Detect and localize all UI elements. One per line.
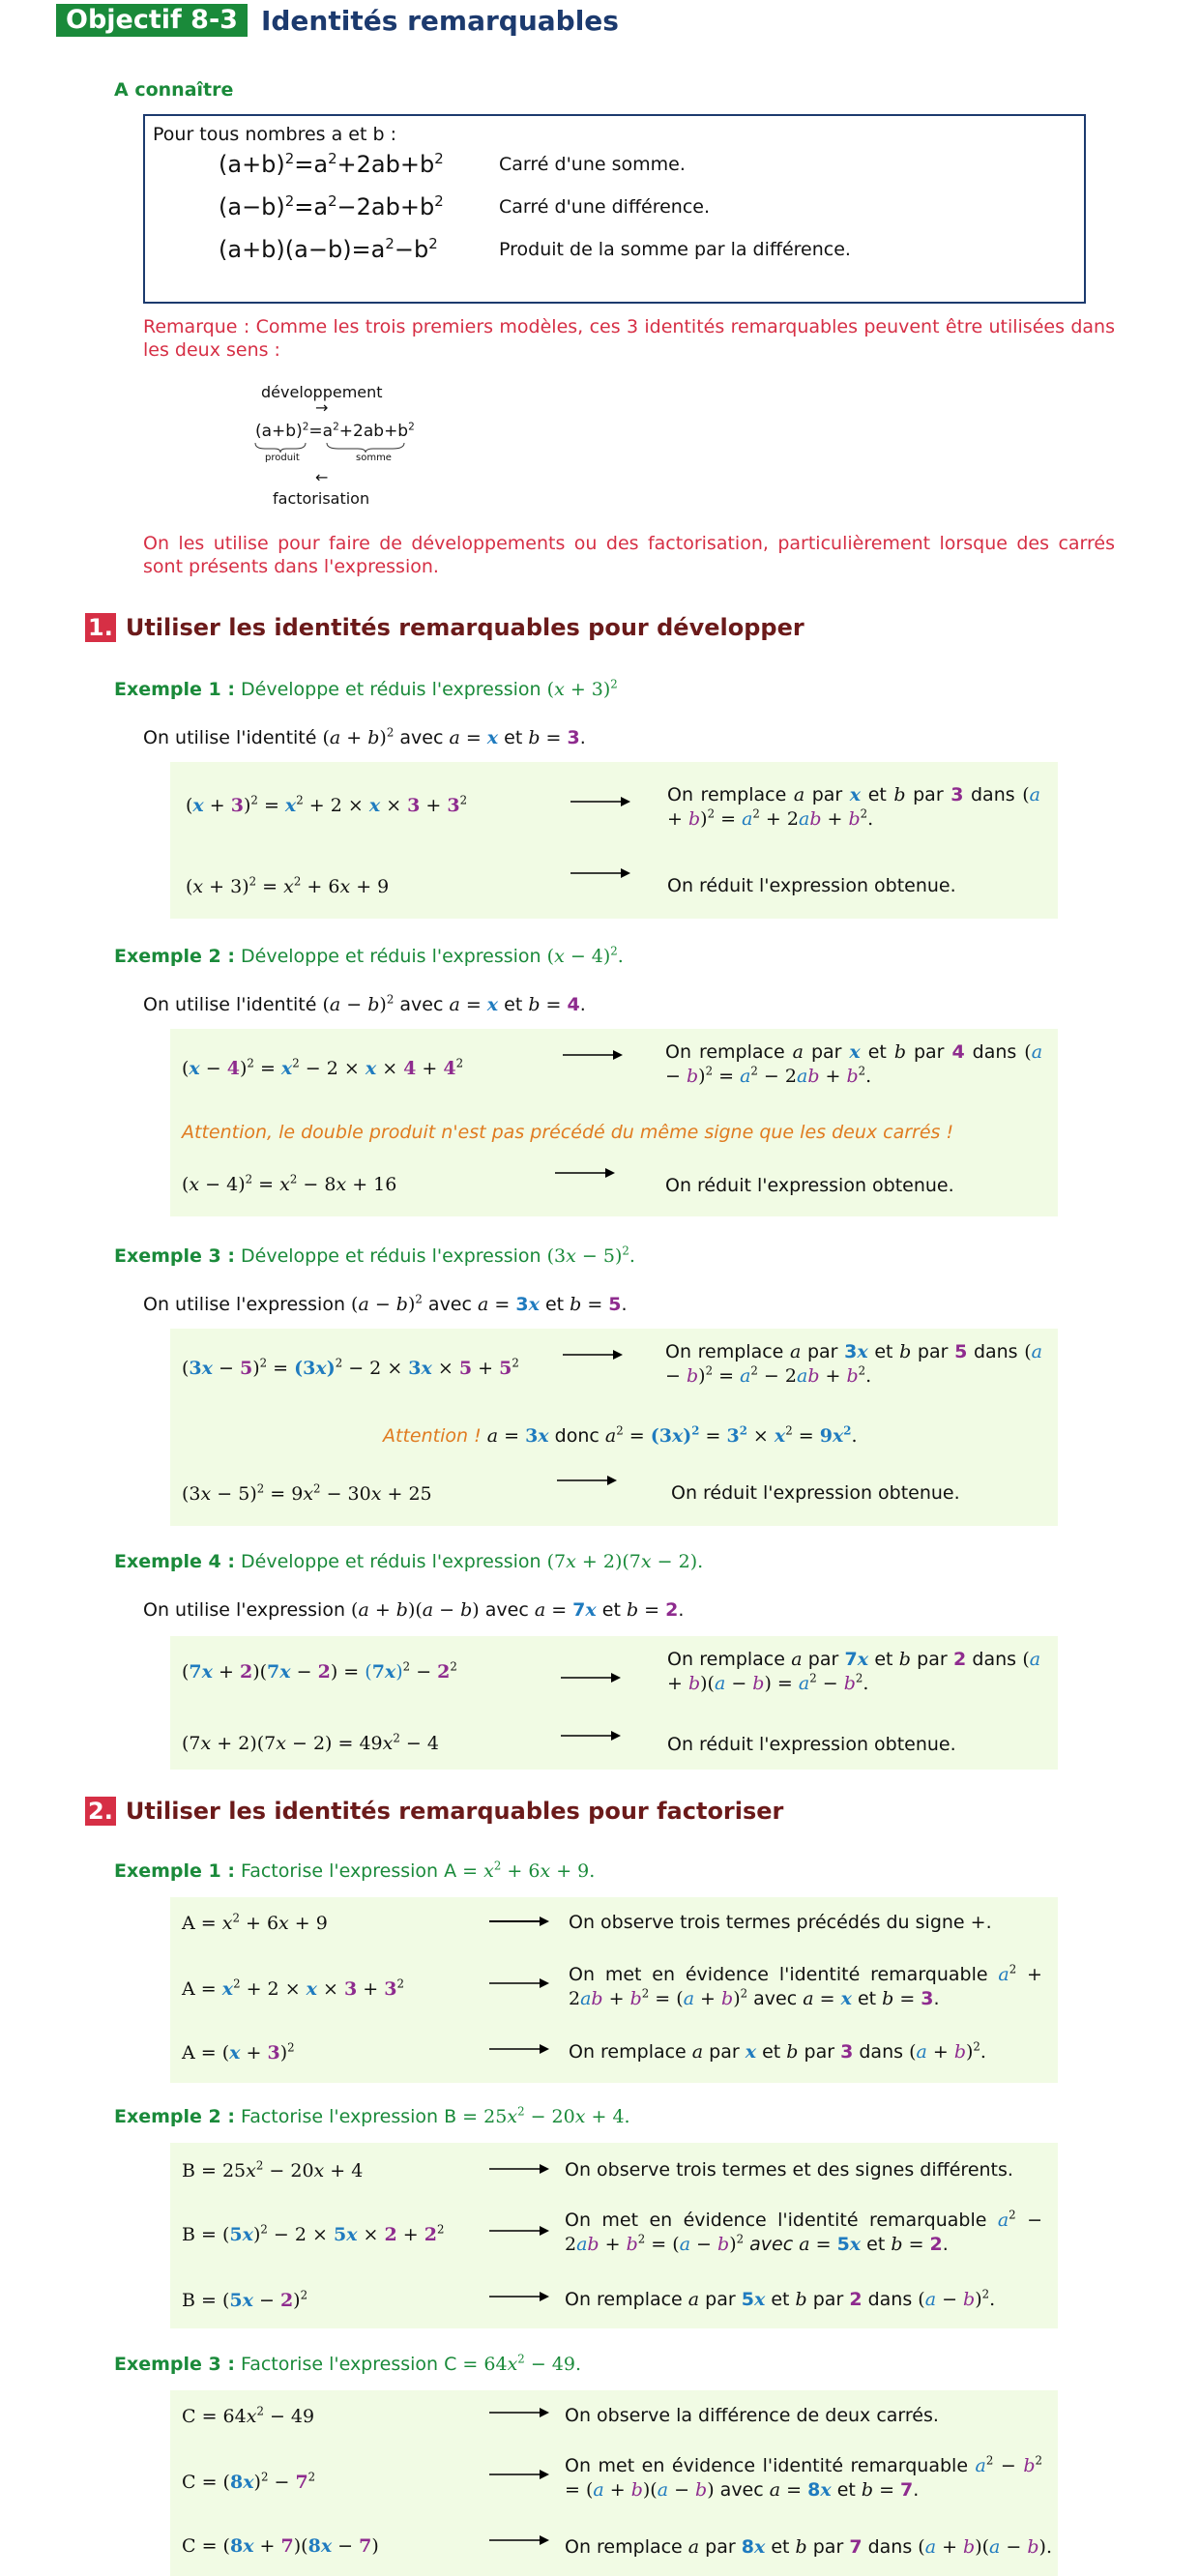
and-text: et <box>771 2536 790 2558</box>
example-expression: $(x + 3)^2$ <box>546 677 618 700</box>
arrow-right-icon <box>561 1671 621 1684</box>
section-heading: Utiliser les identités remarquables pour factoriser <box>125 1798 784 1825</box>
step-explanation: On réduit l'expression obtenue. <box>671 1482 960 1504</box>
arrow-right-icon: → <box>315 398 329 417</box>
section-2-title <box>85 1797 783 1826</box>
by-text: par <box>917 1341 949 1362</box>
dev-fact-diagram <box>253 379 447 514</box>
and-text: et <box>544 1294 565 1315</box>
objective-badge: Objectif 8-3 <box>56 4 248 37</box>
rule-row <box>219 236 851 263</box>
warning-text: Attention ! <box>383 1425 482 1447</box>
remark-two-directions: Remarque : Comme les trois premiers modèles, ces 3 identités remarquables peuvent être utilisées dans les deux sens : <box>143 316 1115 361</box>
and-text: et <box>504 727 523 748</box>
and-text: et <box>866 2234 886 2255</box>
step-result: $(3x - 5)^2 = 9x^2 - 30x + 25$ <box>182 1481 432 1505</box>
example-text: Factorise l'expression C = <box>241 2354 479 2375</box>
rule-description: Produit de la somme par la différence. <box>499 239 851 260</box>
replace-text: On remplace <box>665 1341 784 1362</box>
arrow-right-icon <box>489 2468 549 2481</box>
example-expression: $25x^2 - 20x + 4$. <box>483 2104 630 2127</box>
replace-text: On remplace <box>565 2536 683 2558</box>
example-heading <box>114 679 618 700</box>
in-text: dans <box>972 1041 1017 1063</box>
replace-text: On remplace <box>667 1649 785 1670</box>
replace-text: On remplace <box>565 2289 683 2310</box>
rule-description: Carré d'une somme. <box>499 154 686 175</box>
by-text: par <box>811 784 843 805</box>
arrow-right-icon <box>489 1976 549 1990</box>
with-text: avec <box>427 1294 472 1315</box>
section-number: 1. <box>85 613 116 642</box>
diagram-sum-label: somme <box>356 453 392 463</box>
by-text: par <box>913 1041 945 1063</box>
step-expression: $(7x + 2)(7x - 2) = (7x)^2 - 2^2$ <box>182 1659 457 1683</box>
arrow-right-icon <box>561 1729 621 1742</box>
and-text: et <box>771 2289 790 2310</box>
remark-usage: On les utilise pour faire de développements ou des factorisation, particulièrement lorsque des carrés sont présents dans l'expression. <box>143 533 1115 577</box>
rules-intro: Pour tous nombres a et b : <box>153 124 396 145</box>
highlight-text: On met en évidence l'identité remarquable <box>569 1964 988 1985</box>
arrow-right-icon <box>489 2162 549 2176</box>
example-expression: (7x + 2)(7x − 2). <box>546 1551 704 1572</box>
solution-panel <box>170 2143 1058 2328</box>
step-explanation: On remplace a par 5x et b par 2 dans $(a - b)^2$. <box>565 2287 996 2310</box>
example-heading <box>114 1860 595 1882</box>
step-result: $B = (5x - 2)^2$ <box>182 2288 308 2311</box>
solution-panel <box>170 1636 1058 1770</box>
rule-formula: $(a+b)^2=a^2+2ab+b^2$ <box>219 150 444 178</box>
step-expression: $(x + 3)^2 = x^2 + 2 \times x \times 3 + 3^2$ <box>186 793 468 816</box>
example-label: Exemple 3 : <box>114 1245 235 1267</box>
step-explanation: On remplace a par x et b par 3 dans $(a + b)^2 = a^2 + 2ab + b^2$. <box>667 784 1040 830</box>
example-heading <box>114 2106 630 2127</box>
example-text: Développe et réduis l'expression <box>241 1551 541 1572</box>
step-expression: $(3x - 5)^2 = (3x)^2 - 2 \times 3x \times 5 + 5^2$ <box>182 1356 519 1379</box>
and-text: et <box>504 994 523 1015</box>
arrow-right-icon <box>489 2290 549 2303</box>
step-expression: $A = x^2 + 6x + 9$ <box>182 1911 328 1934</box>
step-expression: $C = (8x)^2 - 7^2$ <box>182 2470 316 2493</box>
step-explanation: On réduit l'expression obtenue. <box>665 1175 954 1196</box>
example-heading <box>114 1551 703 1572</box>
and-text: et <box>874 1649 893 1670</box>
by-text: par <box>913 784 944 805</box>
with-text: avec <box>399 727 444 748</box>
uses-line: On utilise l'expression $(a - b)^2$ avec a = 3x et b = 5. <box>143 1292 628 1315</box>
highlight-text: On met en évidence l'identité remarquable <box>565 2210 987 2231</box>
by-text: par <box>810 1041 842 1063</box>
arrow-right-icon <box>489 2042 549 2056</box>
and-text: et <box>836 2479 856 2501</box>
therefore-text: donc <box>554 1425 600 1447</box>
and-text: et <box>601 1599 621 1621</box>
solution-panel <box>170 762 1058 919</box>
step-expression: $A = x^2 + 2 \times x \times 3 + 3^2$ <box>182 1976 404 2000</box>
step-expression: $B = (5x)^2 - 2 \times 5x \times 2 + 2^2$ <box>182 2222 445 2245</box>
and-text: et <box>762 2041 781 2063</box>
brace-icon <box>253 441 447 453</box>
page-header <box>56 4 619 37</box>
example-label: Exemple 3 : <box>114 2354 235 2375</box>
arrow-right-icon <box>489 2406 549 2419</box>
with-text: avec <box>719 2479 764 2501</box>
by-text: par <box>705 2289 736 2310</box>
example-text: Développe et réduis l'expression <box>241 1245 541 1267</box>
step-explanation: On observe trois termes précédés du signe +. <box>569 1912 992 1933</box>
uses-line: On utilise l'expression (a + b)(a − b) avec a = 7x et b = 2. <box>143 1599 685 1621</box>
step-explanation: On met en évidence l'identité remarquable $a^2 - 2ab + b^2 = (a - b)^2$ avec a = 5x et b = 2. <box>565 2208 1042 2255</box>
step-result: $(x + 3)^2 = x^2 + 6x + 9$ <box>186 874 390 897</box>
arrow-left-icon: ← <box>315 468 329 486</box>
arrow-right-icon <box>555 1166 615 1180</box>
by-text: par <box>812 2536 844 2558</box>
example-label: Exemple 2 : <box>114 946 235 967</box>
example-heading <box>114 2354 581 2375</box>
rule-row <box>219 193 710 220</box>
example-text: Développe et réduis l'expression <box>241 946 541 967</box>
step-explanation: On remplace a par x et b par 4 dans $(a - b)^2 = a^2 - 2ab + b^2$. <box>665 1041 1043 1087</box>
by-text: par <box>917 1649 948 1670</box>
and-text: et <box>867 784 887 805</box>
section-heading: Utiliser les identités remarquables pour développer <box>125 614 804 641</box>
example-expression: $64x^2 - 49$. <box>483 2352 582 2375</box>
with-text: avec <box>399 994 444 1015</box>
by-text: par <box>804 2041 835 2063</box>
arrow-right-icon <box>570 866 630 880</box>
solution-panel <box>170 2390 1058 2576</box>
step-explanation: On met en évidence l'identité remarquable $a^2 + 2ab + b^2 = (a + b)^2$ avec a = x et b = 3. <box>569 1962 1042 2009</box>
arrow-right-icon <box>489 1915 549 1928</box>
step-expression: $B = 25x^2 - 20x + 4$ <box>182 2158 364 2181</box>
rule-description: Carré d'une différence. <box>499 196 711 218</box>
step-explanation: On remplace a par 8x et b par 7 dans (a + b)(a − b). <box>565 2536 1052 2558</box>
example-expression: $(x - 4)^2$. <box>546 944 624 967</box>
diagram-product-label: produit <box>265 453 300 463</box>
and-text: et <box>857 1988 877 2009</box>
and-text: et <box>874 1341 893 1362</box>
example-expression: $(3x - 5)^2$. <box>546 1244 635 1267</box>
diagram-top-label: développement <box>261 383 383 401</box>
rules-box <box>143 114 1086 304</box>
step-explanation: On observe trois termes et des signes différents. <box>565 2159 1013 2181</box>
example-label: Exemple 1 : <box>114 1860 235 1882</box>
arrow-right-icon <box>489 2533 549 2547</box>
solution-panel <box>170 1029 1058 1216</box>
uses-text: On utilise l'identité <box>143 727 317 748</box>
step-result: C = (8x + 7)(8x − 7) <box>182 2535 379 2557</box>
in-text: dans <box>859 2041 904 2063</box>
step-result: $A = (x + 3)^2$ <box>182 2040 295 2064</box>
example-expression: $x^2 + 6x + 9$. <box>483 1859 596 1882</box>
arrow-right-icon <box>557 1474 617 1487</box>
by-text: par <box>807 1649 839 1670</box>
diagram-formula: $(a+b)^2=a^2+2ab+b^2$ <box>255 421 415 441</box>
by-text: par <box>806 1341 838 1362</box>
warning-line: Attention ! a = 3x donc $a^2 = (3x)^2 = 3^2 \times x^2 = 9x^2$. <box>383 1423 858 1447</box>
step-explanation: On réduit l'expression obtenue. <box>667 875 956 896</box>
step-explanation: On remplace a par 3x et b par 5 dans $(a - b)^2 = a^2 - 2ab + b^2$. <box>665 1341 1042 1387</box>
with-text: avec <box>749 2234 794 2255</box>
example-heading <box>114 946 624 967</box>
solution-panel <box>170 1897 1058 2083</box>
in-text: dans <box>971 784 1015 805</box>
in-text: dans <box>867 2536 913 2558</box>
step-result: $(7x + 2)(7x - 2) = 49x^2 - 4$ <box>182 1731 439 1754</box>
example-heading <box>114 1245 635 1267</box>
uses-line: On utilise l'identité $(a + b)^2$ avec a = x et b = 3. <box>143 725 586 748</box>
replace-text: On remplace <box>667 784 787 805</box>
uses-text: On utilise l'expression <box>143 1294 345 1315</box>
example-label: Exemple 2 : <box>114 2106 235 2127</box>
in-text: dans <box>973 1341 1018 1362</box>
section-1-title <box>85 613 804 642</box>
uses-text: On utilise l'expression <box>143 1599 345 1621</box>
step-result: $(x - 4)^2 = x^2 - 8x + 16$ <box>182 1172 397 1195</box>
replace-text: On remplace <box>665 1041 785 1063</box>
rule-formula: $(a+b)(a-b)=a^2-b^2$ <box>219 235 438 263</box>
step-explanation: On observe la différence de deux carrés. <box>565 2405 939 2426</box>
solution-panel <box>170 1329 1058 1526</box>
with-text: avec <box>484 1599 529 1621</box>
example-text: Factorise l'expression A = <box>241 1860 479 1882</box>
replace-text: On remplace <box>569 2041 687 2063</box>
know-label: A connaître <box>114 79 234 101</box>
in-text: dans <box>867 2289 913 2310</box>
step-expression: $(x - 4)^2 = x^2 - 2 \times x \times 4 + 4^2$ <box>182 1056 464 1079</box>
step-explanation: On remplace a par x et b par 3 dans $(a + b)^2$. <box>569 2039 986 2063</box>
arrow-right-icon <box>563 1048 623 1062</box>
step-explanation: On met en évidence l'identité remarquable $a^2 - b^2 = (a + b)(a - b)$ avec a = 8x et b = 7. <box>565 2453 1042 2501</box>
example-text: Factorise l'expression B = <box>241 2106 479 2127</box>
step-expression: $C = 64x^2 - 49$ <box>182 2404 315 2427</box>
page-title: Identités remarquables <box>260 4 619 37</box>
example-label: Exemple 1 : <box>114 679 235 700</box>
rule-formula: $(a-b)^2=a^2-2ab+b^2$ <box>219 192 444 220</box>
step-explanation: On réduit l'expression obtenue. <box>667 1734 956 1755</box>
diagram-bottom-label: factorisation <box>273 489 370 508</box>
uses-line: On utilise l'identité $(a - b)^2$ avec a = x et b = 4. <box>143 992 586 1015</box>
warning-text: Attention, le double produit n'est pas précédé du même signe que les deux carrés ! <box>182 1122 954 1143</box>
example-text: Développe et réduis l'expression <box>241 679 541 700</box>
section-number: 2. <box>85 1797 116 1826</box>
by-text: par <box>709 2041 740 2063</box>
with-text: avec <box>753 1988 798 2009</box>
arrow-right-icon <box>489 2224 549 2238</box>
in-text: dans <box>972 1649 1017 1670</box>
uses-text: On utilise l'identité <box>143 994 317 1015</box>
arrow-right-icon <box>570 795 630 808</box>
and-text: et <box>867 1041 887 1063</box>
by-text: par <box>812 2289 844 2310</box>
rule-row <box>219 151 686 178</box>
arrow-right-icon <box>563 1348 623 1361</box>
highlight-text: On met en évidence l'identité remarquable <box>565 2455 969 2476</box>
by-text: par <box>705 2536 736 2558</box>
step-explanation: On remplace a par 7x et b par 2 dans $(a + b)(a - b) = a^2 - b^2$. <box>667 1649 1041 1694</box>
example-label: Exemple 4 : <box>114 1551 235 1572</box>
